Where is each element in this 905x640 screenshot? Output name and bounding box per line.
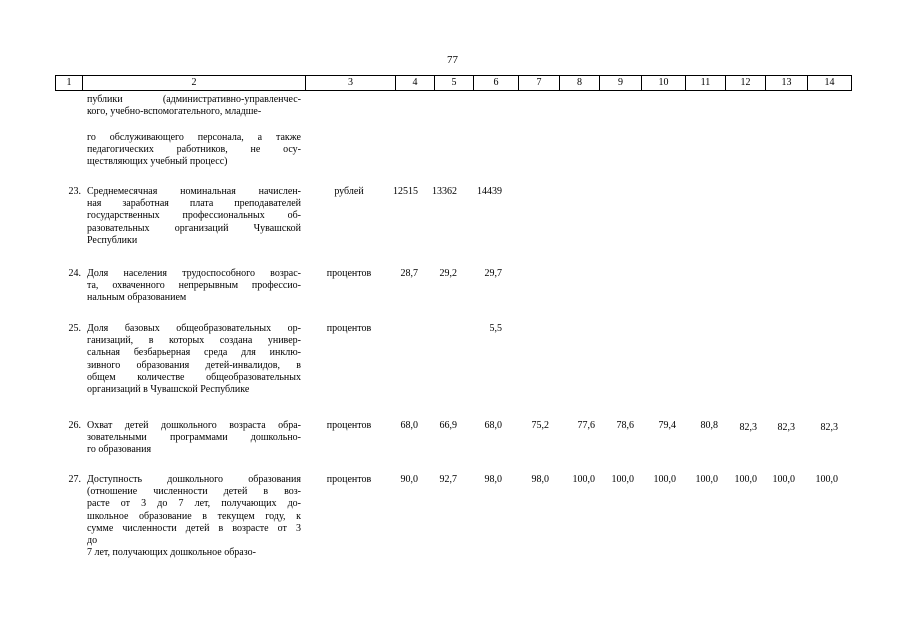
description-line: кого, учебно-вспомогательного, младше- <box>87 106 262 118</box>
header-col-3: 3 <box>305 76 395 90</box>
header-col-8: 8 <box>559 76 599 90</box>
header-col-9: 9 <box>599 76 641 90</box>
value-col-9: 78,6 <box>616 420 634 431</box>
row-description <box>87 323 301 396</box>
value-col-13: 100,0 <box>772 474 795 485</box>
description-line: публики (административно-управленчес- <box>87 94 301 105</box>
header-col-13: 13 <box>765 76 807 90</box>
value-col-10: 100,0 <box>653 474 676 485</box>
description-line: ная заработная плата преподавателей <box>87 198 301 210</box>
description-line: организаций в Чувашской Республике <box>87 384 250 396</box>
description-line: общем количестве общеобразовательных <box>87 371 301 383</box>
description-line: расте от 3 до 7 лет, получающих до- <box>87 498 301 510</box>
description-line: ганизаций, в которых создана универ- <box>87 335 301 347</box>
header-col-6: 6 <box>473 76 518 90</box>
row-description <box>87 420 301 457</box>
value-col-4: 12515 <box>393 186 418 197</box>
value-col-5: 92,7 <box>439 474 457 485</box>
value-col-6: 98,0 <box>484 474 502 485</box>
value-col-6: 68,0 <box>484 420 502 431</box>
header-col-7: 7 <box>518 76 559 90</box>
description-line: зивного образования детей-инвалидов, в <box>87 359 301 371</box>
value-col-11: 100,0 <box>695 474 718 485</box>
row-number: 24. <box>68 268 81 279</box>
value-col-6: 29,7 <box>484 268 502 279</box>
header-col-10: 10 <box>641 76 685 90</box>
value-col-4: 28,7 <box>400 268 418 279</box>
row-number: 23. <box>68 186 81 197</box>
description-line: го обслуживающего персонала, а также <box>87 132 301 143</box>
description-line: школьное образование в текущем году, к <box>87 510 301 522</box>
value-col-11: 80,8 <box>700 420 718 431</box>
value-col-8: 100,0 <box>572 474 595 485</box>
row-description <box>87 268 301 305</box>
header-col-4: 4 <box>395 76 434 90</box>
description-line: разовательных организаций Чувашской <box>87 222 301 234</box>
description-line: до <box>87 535 98 547</box>
value-col-4: 90,0 <box>400 474 418 485</box>
description-line: сумме численности детей в возрасте от 3 <box>87 522 301 534</box>
header-col-11: 11 <box>685 76 725 90</box>
description-line: государственных профессиональных об- <box>87 210 301 222</box>
page-number: 77 <box>447 54 458 66</box>
value-col-12: 100,0 <box>734 474 757 485</box>
header-col-5: 5 <box>434 76 473 90</box>
value-col-14: 82,3 <box>820 422 838 433</box>
continuation-lines-b <box>87 132 301 169</box>
row-description <box>87 474 301 559</box>
description-line: го образования <box>87 444 152 456</box>
header-col-2: 2 <box>82 76 305 90</box>
description-line: зовательными программами дошкольно- <box>87 432 301 444</box>
continuation-lines-a <box>87 94 301 118</box>
description-line: педагогических работников, не осу- <box>87 144 301 156</box>
value-col-7: 98,0 <box>531 474 549 485</box>
value-col-7: 75,2 <box>531 420 549 431</box>
value-col-13: 82,3 <box>777 422 795 433</box>
value-col-9: 100,0 <box>611 474 634 485</box>
row-number: 26. <box>68 420 81 431</box>
description-line: сальная безбарьерная среда для инклю- <box>87 347 301 359</box>
value-col-10: 79,4 <box>658 420 676 431</box>
row-unit: процентов <box>326 268 372 279</box>
row-unit: процентов <box>326 474 372 485</box>
description-line: Республики <box>87 234 138 246</box>
value-col-4: 68,0 <box>400 420 418 431</box>
value-col-5: 13362 <box>432 186 457 197</box>
row-unit: процентов <box>326 323 372 334</box>
description-line: Доля базовых общеобразовательных ор- <box>87 323 301 334</box>
value-col-6: 14439 <box>477 186 502 197</box>
description-line: (отношение численности детей в воз- <box>87 486 301 498</box>
table-header-row <box>55 75 852 91</box>
value-col-6: 5,5 <box>489 323 502 334</box>
header-col-14: 14 <box>807 76 852 90</box>
row-number: 25. <box>68 323 81 334</box>
row-unit: процентов <box>326 420 372 431</box>
value-col-8: 77,6 <box>577 420 595 431</box>
row-number: 27. <box>68 474 81 485</box>
row-description <box>87 186 301 247</box>
description-line: нальным образованием <box>87 292 187 304</box>
description-line: 7 лет, получающих дошкольное образо- <box>87 547 256 559</box>
row-unit: рублей <box>334 186 364 197</box>
value-col-5: 66,9 <box>439 420 457 431</box>
description-line: Среднемесячная номинальная начислен- <box>87 186 301 197</box>
value-col-5: 29,2 <box>439 268 457 279</box>
description-line: Охват детей дошкольного возраста обра- <box>87 420 301 431</box>
description-line: ществляющих учебный процесс) <box>87 156 228 168</box>
value-col-14: 100,0 <box>815 474 838 485</box>
header-col-1: 1 <box>55 76 82 90</box>
description-line: та, охваченного непрерывным профессио- <box>87 280 301 292</box>
description-line: Доступность дошкольного образования <box>87 474 301 485</box>
header-col-12: 12 <box>725 76 765 90</box>
description-line: Доля населения трудоспособного возрас- <box>87 268 301 279</box>
value-col-12: 82,3 <box>739 422 757 433</box>
